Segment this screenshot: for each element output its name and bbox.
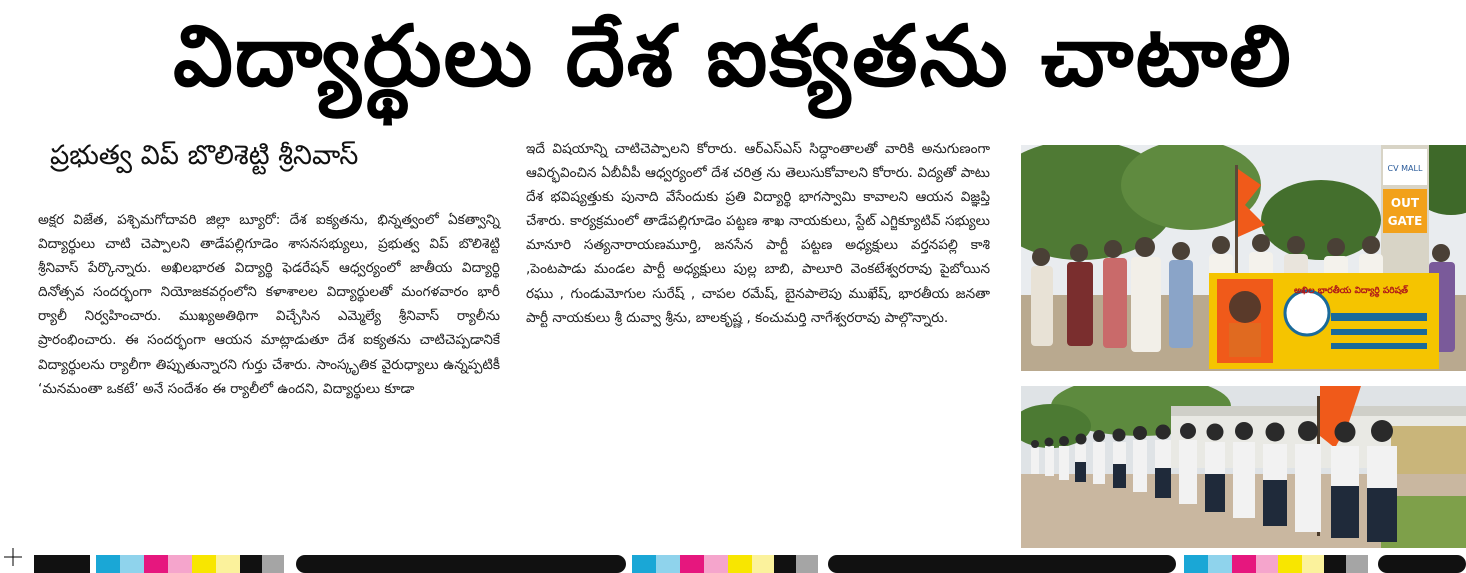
subheadline: ప్రభుత్వ విప్ బొలిశెట్టి శ్రీనివాస్ — [50, 140, 359, 171]
article-column-middle: ఇదే విషయాన్ని చాటిచెప్పాలని కోరారు. ఆర్ఎస్ఎస్ సిద్ధాంతాలతో వారికి అనుగుణంగా ఆవిర్భవించిన ఏబీవీపీ ఆధ్వర్యంలో దేశ చరిత్ర ను తెలుసుకోవాలని కోరారు. విద్యతో పాటు దేశ భవిష్యత్తుకు పునాది వేసేందుకు ప్రతి విద్యార్థి భాగస్వామి కావాలని ఆయన విజ్ఞప్తి చేశారు. కార్యక్రమంలో తాడేపల్లిగూడెం పట్టణ శాఖ నాయకులు, స్టేట్ ఎగ్జిక్యూటివ్ సభ్యులు మానూరి సత్యనారాయణమూర్తి, జనసేన పార్టీ పట్టణ అధ్యక్షులు వర్తనపల్లి కాశి ,పెంటపాడు మండల పార్టీ అధ్యక్షులు పుల్ల బాబి, పాలూరి వెంకటేశ్వరరావు పైబోయిన రఘు , గుండుమోగుల సురేష్ , చాపల రమేష్, బైనపాలెపు ముఖేష్, భారతీయ జనతా పార్టీ నాయకులు శ్రీ దువ్వా శ్రీను, బాలకృష్ణ , కంచుమర్తి నాగేశ్వరరావు పాల్గొన్నారు. — [526, 141, 990, 326]
color-registration-bar — [0, 551, 1466, 573]
sign-out-text: OUT — [1390, 196, 1420, 210]
banner-text: అఖిల భారతీయ విద్యార్థి పరిషత్ — [1293, 286, 1409, 296]
photo-rally-banner — [1021, 145, 1466, 371]
sign-gate-text: GATE — [1387, 214, 1423, 228]
article-column-left: అక్షర విజేత, పశ్చిమగోదావరి జిల్లా బ్యూరో: దేశ ఐక్యతను, భిన్నత్వంలో ఏకత్వాన్ని విద్యార్థులు చాటి చెప్పాలని తాడేపల్లిగూడెం శాసనసభ్యులు, ప్రభుత్వ విప్ బొలిశెట్టి శ్రీనివాస్ పేర్కొన్నారు. అఖిలభారత విద్యార్థి ఫెడరేషన్ ఆధ్వర్యంలో జాతీయ విద్యార్థి దినోత్సవ సందర్భంగా నియోజకవర్గంలోని కళాశాలల విద్యార్థులతో మంగళవారం భారీ ర్యాలీ నిర్వహించారు. ముఖ్యఅతిథిగా విచ్చేసిన ఎమ్మెల్యే శ్రీనివాస్ ర్యాలీను ప్రారంభించారు. ఈ సందర్భంగా ఆయన మాట్లాడుతూ దేశ ఐక్యతను చాటిచెప్పడానికే విద్యార్థులను ర్యాలీగా తిప్పుతున్నారని గుర్తు చేశారు. సాంస్కృతిక వైరుధ్యాలు ఉన్నప్పటికీ ‘మనమంతా ఒకటే’ అనే సందేశం ఈ ర్యాలీలో ఉందని, విద్యార్థులు కూడా — [38, 212, 500, 397]
headline: విద్యార్థులు దేశ ఐక్యతను చాటాలి — [173, 7, 1293, 105]
photo-students-line — [1021, 386, 1466, 548]
sign-mall-text: CV MALL — [1387, 164, 1423, 173]
